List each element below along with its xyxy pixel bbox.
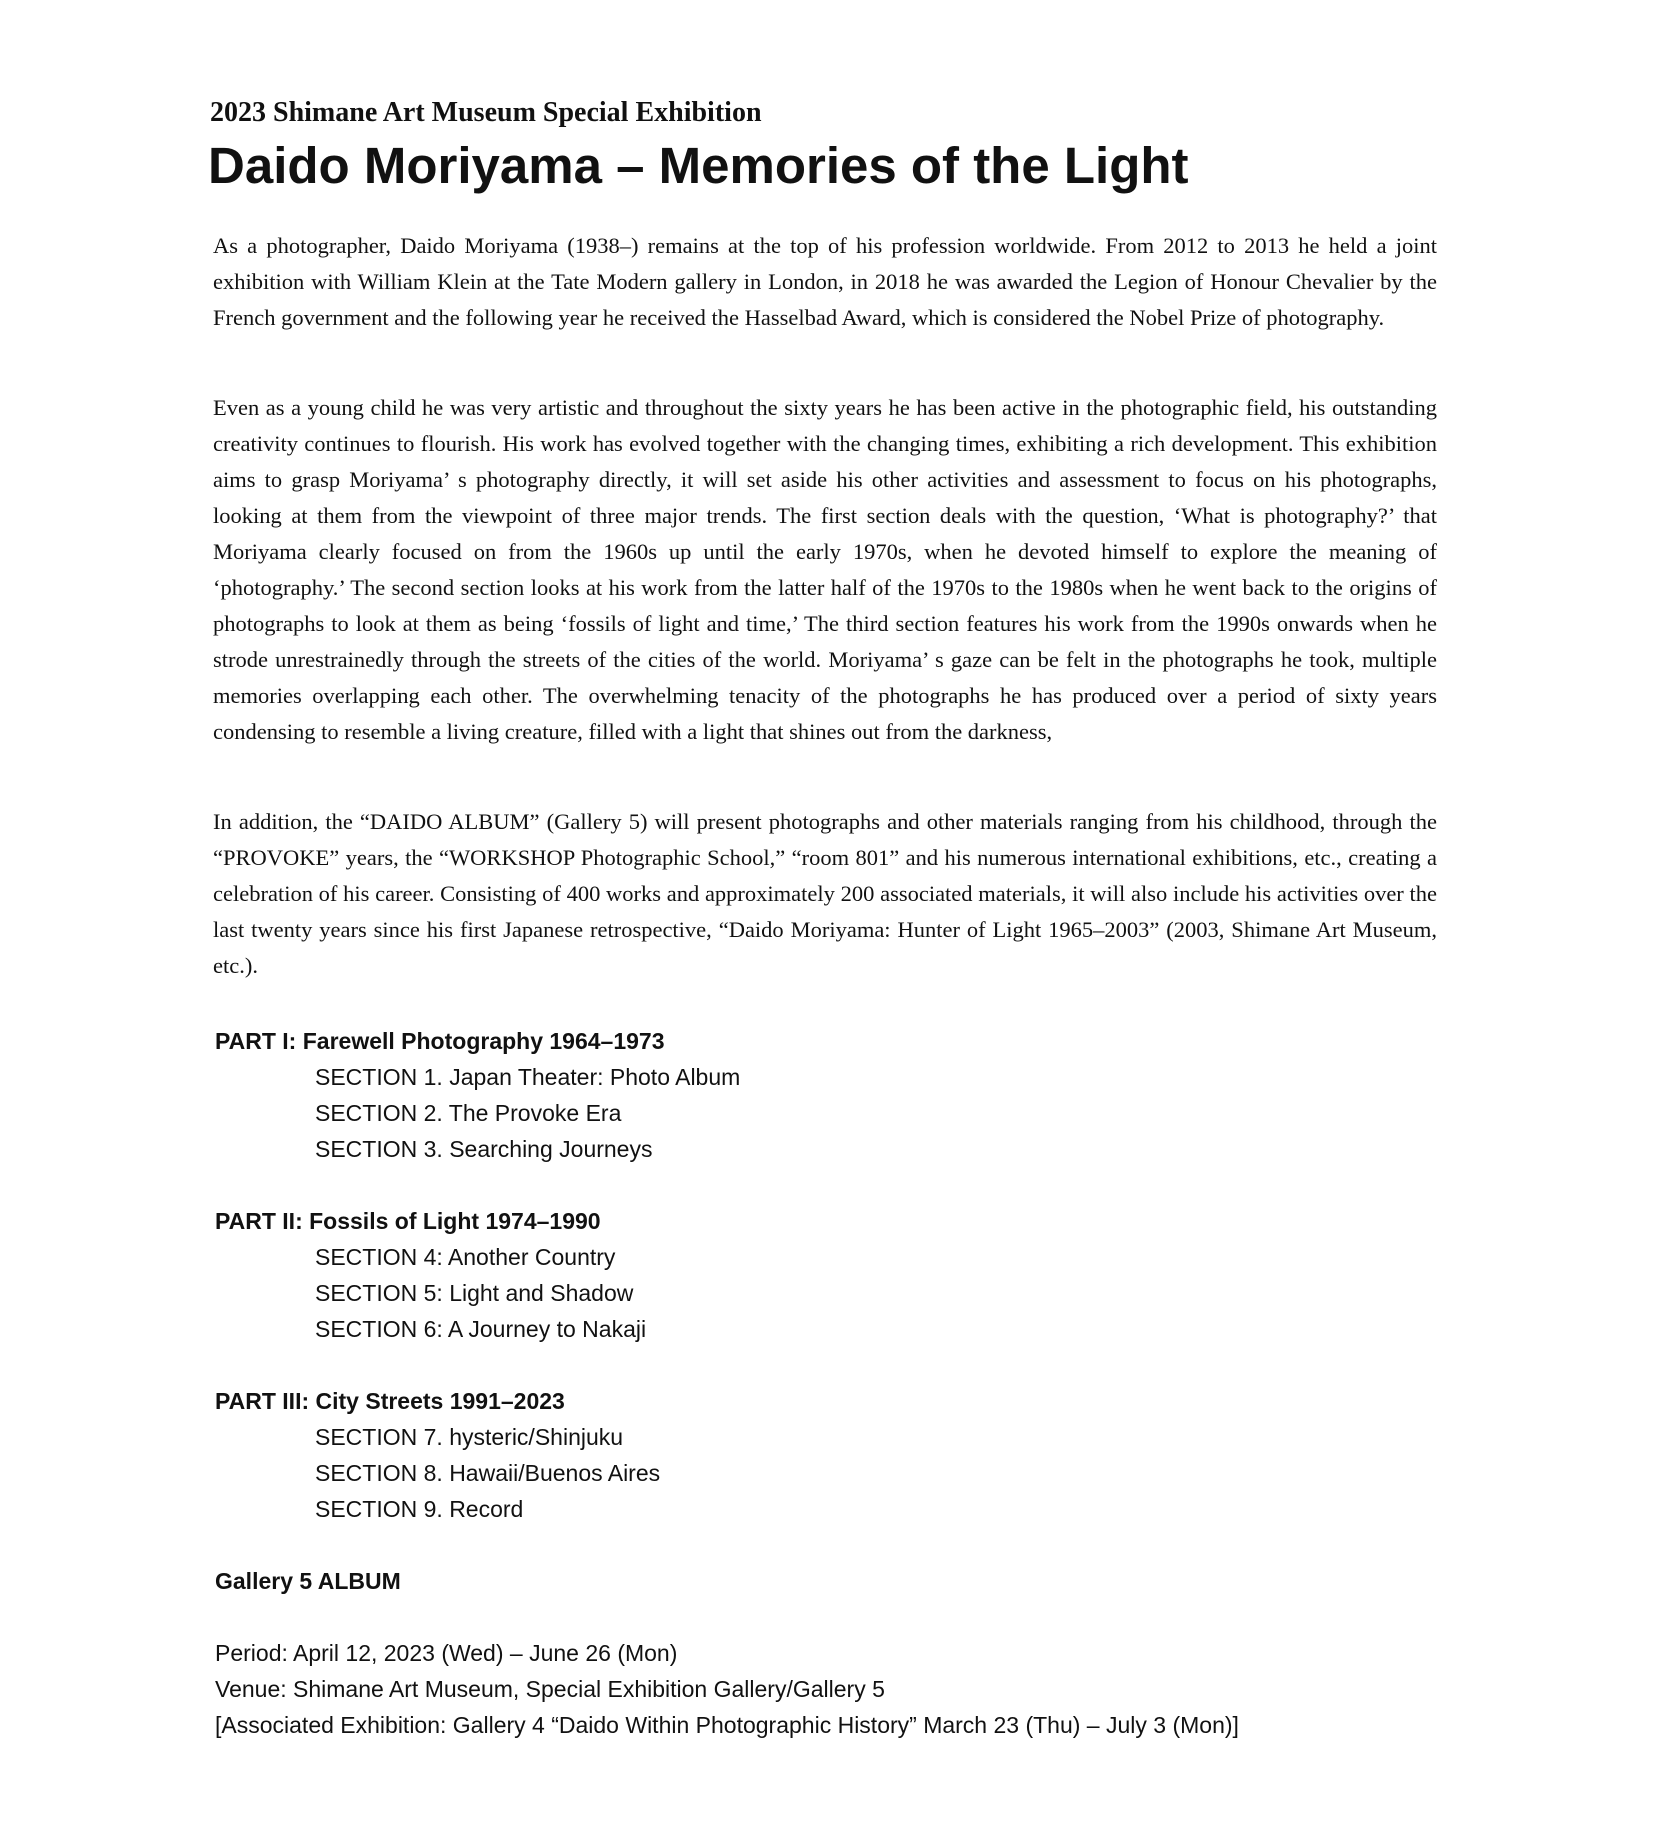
section-8: SECTION 8. Hawaii/Buenos Aires [315,1460,661,1486]
section-4: SECTION 4: Another Country [315,1244,616,1270]
part-2-block [215,1203,646,1347]
exhibition-subtitle: 2023 Shimane Art Museum Special Exhibition [210,97,762,128]
section-2: SECTION 2. The Provoke Era [315,1100,622,1126]
section-6: SECTION 6: A Journey to Nakaji [315,1316,647,1342]
exhibition-title: Daido Moriyama – Memories of the Light [208,137,1189,194]
intro-paragraph: As a photographer, Daido Moriyama (1938–) remains at the top of his profession worldwide. From 2012 to 2013 he held a joint exhibition with William Klein at the Tate Modern gallery in London, in 2018 he was awarded the Legion of Honour Chevalier by the French government and the following year he received the Hasselbad Award, which is considered the Nobel Prize of photography. [213,233,1437,330]
album-paragraph: In addition, the “DAIDO ALBUM” (Gallery 5) will present photographs and other materials ranging from his childhood, through the “PROVOKE” years, the “WORKSHOP Photographic School,” “room 801” and his numerous international exhibitions, etc., creating a celebration of his career. Consisting of 400 works and approximately 200 associated materials, it will also include his activities over the last twenty years since his first Japanese retrospective, “Daido Moriyama: Hunter of Light 1965–2003” (2003, Shimane Art Museum, etc.). [213,809,1437,978]
part-1-title: PART I: Farewell Photography 1964–1973 [215,1028,665,1054]
section-3: SECTION 3. Searching Journeys [315,1136,653,1162]
section-5: SECTION 5: Light and Shadow [315,1280,634,1306]
venue-line: Venue: Shimane Art Museum, Special Exhibition Gallery/Gallery 5 [215,1676,885,1702]
section-9: SECTION 9. Record [315,1496,524,1522]
description-paragraph: Even as a young child he was very artistic and throughout the sixty years he has been active in the photographic field, his outstanding creativity continues to flourish. His work has evolved together with the changing times, exhibiting a rich development. This exhibition aims to grasp Moriyama’ s photography directly, it will set aside his other activities and assessment to focus on his photographs, looking at them from the viewpoint of three major trends. The first section deals with the question, ‘What is photography?’ that Moriyama clearly focused on from the 1960s up until the early 1970s, when he devoted himself to explore the meaning of ‘photography.’ The second section looks at his work from the latter half of the 1970s to the 1980s when he went back to the origins of photographs to look at them as being ‘fossils of light and time,’ The third section features his work from the 1990s onwards when he strode unrestrainedly through the streets of the cities of the world. Moriyama’ s gaze can be felt in the photographs he took, multiple memories overlapping each other. The overwhelming tenacity of the photographs he has produced over a period of sixty years condensing to resemble a living creature, filled with a light that shines out from the darkness, [213,395,1437,744]
part-3-title: PART III: City Streets 1991–2023 [215,1388,565,1414]
section-1: SECTION 1. Japan Theater: Photo Album [315,1064,741,1090]
part-2-title: PART II: Fossils of Light 1974–1990 [215,1208,601,1234]
period-line: Period: April 12, 2023 (Wed) – June 26 (Mon) [215,1640,678,1666]
gallery-album-heading: Gallery 5 ALBUM [215,1568,401,1594]
section-7: SECTION 7. hysteric/Shinjuku [315,1424,624,1450]
part-3-block [215,1383,660,1527]
exhibition-info [215,1635,1239,1743]
part-1-block [215,1023,740,1167]
associated-exhibition-line: [Associated Exhibition: Gallery 4 “Daido Within Photographic History” March 23 (Thu) – July 3 (Mon)] [215,1712,1239,1738]
